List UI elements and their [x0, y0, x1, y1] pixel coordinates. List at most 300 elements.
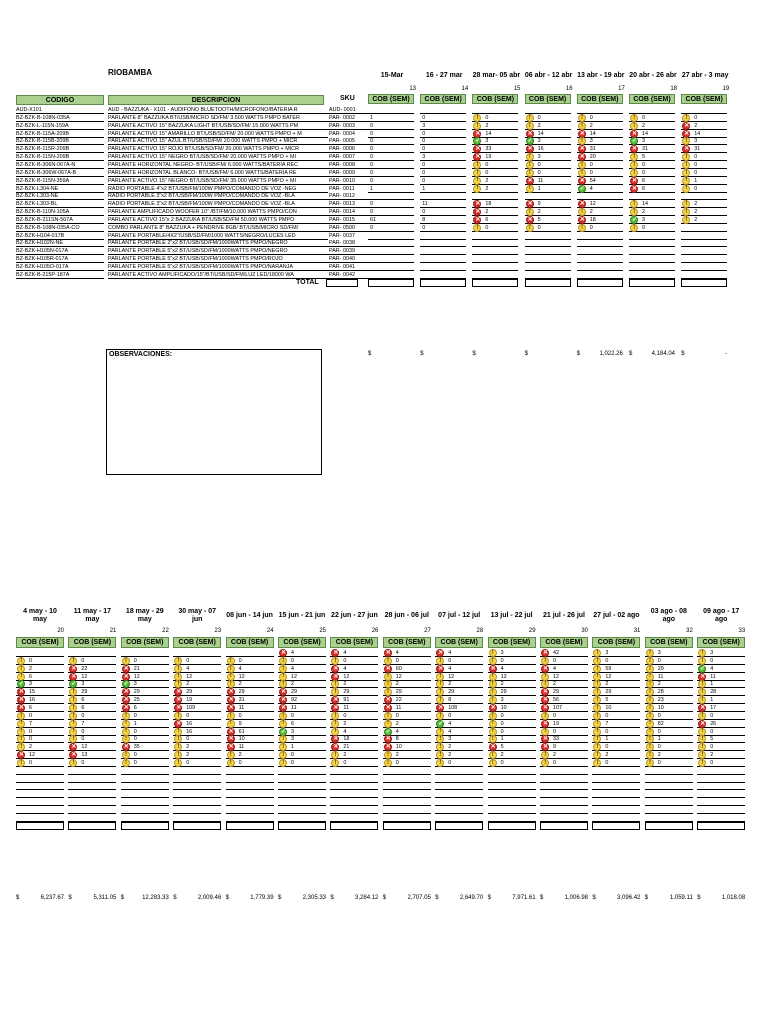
- coverage-cell-empty: [645, 767, 693, 775]
- week-total-amount: 2,009.46: [197, 895, 222, 901]
- green-check-icon: [384, 728, 392, 736]
- coverage-value: 10: [395, 744, 402, 751]
- coverage-cell: [681, 130, 727, 138]
- week-number: 14: [461, 86, 469, 92]
- coverage-cell-empty: [278, 790, 326, 798]
- coverage-cell-empty: [16, 814, 64, 822]
- coverage-cell-empty: [226, 814, 274, 822]
- yellow-warning-icon: [526, 185, 534, 193]
- week-header: 18 may - 29 may: [125, 607, 164, 623]
- week-header: 03 ago - 08 ago: [650, 607, 687, 623]
- coverage-cell: [681, 145, 727, 153]
- red-x-icon: [630, 185, 638, 193]
- product-sku: PAR- 0039: [328, 247, 374, 255]
- coverage-value: 0: [422, 161, 426, 168]
- coverage-cell: [368, 185, 414, 193]
- yellow-warning-icon: [227, 759, 235, 767]
- coverage-cell: [278, 649, 326, 657]
- coverage-cell: [488, 673, 536, 681]
- week-number: 22: [162, 628, 169, 634]
- coverage-cell: [697, 735, 745, 743]
- coverage-value: 12: [500, 673, 507, 680]
- week-total-amount: 2,305.33: [302, 895, 326, 901]
- coverage-value: 12: [29, 752, 35, 759]
- coverage-value: 2: [448, 752, 452, 759]
- coverage-value: 3: [605, 650, 609, 656]
- coverage-cell: [525, 224, 571, 232]
- store-title: RIOBAMBA: [108, 68, 152, 77]
- coverage-cell: [525, 185, 571, 193]
- week-number: 18: [670, 86, 677, 92]
- coverage-cell: [173, 680, 221, 688]
- coverage-cell: [16, 649, 64, 657]
- coverage-cell-empty: [420, 255, 466, 263]
- product-description: PARLANTE PORTABLE 5"x2 BT/USB/SD/FM/1000WATTS PMPO/NARANJA: [108, 263, 340, 271]
- coverage-value: 11: [343, 704, 349, 711]
- coverage-cell: [68, 680, 116, 688]
- coverage-cell: [330, 649, 378, 657]
- coverage-cell: [540, 680, 588, 688]
- coverage-cell-empty: [173, 767, 221, 775]
- week-header: 15-Mar: [380, 71, 404, 79]
- currency-symbol: $: [16, 895, 20, 901]
- coverage-cell: [330, 759, 378, 767]
- coverage-value: 6: [485, 216, 489, 223]
- week-number: 24: [266, 628, 274, 634]
- product-row: [16, 169, 360, 177]
- yellow-warning-icon: [698, 657, 706, 665]
- week-total-box: [592, 822, 640, 830]
- product-description: PARLANTE HORIZONTAL BLANCO- BT/USB/FM/ 6.000 WATTS/BATERIA RE: [108, 169, 340, 177]
- product-sku: PAR- 0011: [328, 185, 374, 193]
- coverage-value: 0: [370, 224, 373, 231]
- coverage-cell: [16, 735, 64, 743]
- coverage-value: 2: [589, 209, 593, 216]
- cob-header: COB (SEM): [16, 637, 64, 648]
- product-row: [16, 130, 360, 138]
- coverage-cell: [577, 169, 623, 177]
- coverage-cell: [121, 759, 169, 767]
- yellow-warning-icon: [578, 169, 586, 177]
- coverage-value: 2: [500, 752, 504, 759]
- coverage-value: 2: [186, 681, 190, 688]
- coverage-cell: [383, 696, 431, 704]
- coverage-cell: [697, 720, 745, 728]
- product-description: PARLANTE PORTABLE/4X2"/USB/SD/FM/1000 WATTS/NEGRO/LUCES LED: [108, 232, 340, 240]
- coverage-cell-empty: [278, 806, 326, 814]
- coverage-value: 29: [238, 689, 245, 696]
- currency-symbol: $: [68, 895, 72, 901]
- week-total-box: [577, 279, 623, 287]
- cob-header: COB (SEM): [592, 637, 640, 648]
- coverage-cell: [330, 688, 378, 696]
- coverage-value: 2: [589, 122, 593, 129]
- coverage-cell: [697, 696, 745, 704]
- coverage-value: 0: [238, 759, 242, 766]
- product-row: [16, 255, 360, 263]
- coverage-cell: [435, 712, 483, 720]
- coverage-value: 0: [537, 161, 541, 168]
- coverage-cell: [525, 153, 571, 161]
- coverage-value: 15: [29, 689, 35, 696]
- coverage-value: 3: [133, 681, 137, 688]
- coverage-value: 0: [370, 161, 373, 168]
- coverage-value: 2: [29, 665, 32, 672]
- product-code: BZ-BZK-H105R-017A: [16, 255, 104, 263]
- coverage-cell: [383, 649, 431, 657]
- red-x-icon: [174, 688, 182, 696]
- cob-header: COB (SEM): [420, 94, 466, 104]
- coverage-cell: [383, 673, 431, 681]
- coverage-value: 5: [500, 744, 504, 751]
- header-codigo: CÓDIGO: [16, 95, 104, 105]
- coverage-cell: [592, 720, 640, 728]
- coverage-cell-empty: [173, 798, 221, 806]
- coverage-value: 0: [642, 224, 645, 231]
- coverage-cell: [488, 743, 536, 751]
- coverage-cell: [525, 208, 571, 216]
- coverage-cell: [121, 688, 169, 696]
- product-row: [16, 232, 360, 240]
- week-total-amount: 1,779.39: [250, 895, 274, 901]
- product-code: BZ-BZK-B-306N-067A-N: [16, 161, 104, 169]
- coverage-value: 4: [343, 650, 347, 656]
- coverage-cell: [488, 688, 536, 696]
- red-x-icon: [578, 177, 586, 185]
- coverage-value: 0: [422, 209, 426, 216]
- coverage-cell-empty: [420, 239, 466, 247]
- coverage-value: 0: [710, 728, 714, 735]
- coverage-value: 0: [448, 759, 452, 766]
- currency-symbol: $: [120, 895, 125, 901]
- product-description: PARLANTE PORTABLE 5"x2 BT/USB/SD/FM/1000WATTS PMPO/NEGRO: [108, 247, 340, 255]
- coverage-cell: [420, 192, 466, 200]
- coverage-cell-empty: [16, 798, 64, 806]
- product-description: PARLANTE ACTIVO 15" BAZZUKA LIGHT BT/USB/SD/FM/ 15.000 WATTS PM: [108, 122, 340, 130]
- cob-header: COB (SEM): [383, 637, 431, 648]
- coverage-cell-empty: [525, 239, 571, 247]
- coverage-cell: [540, 720, 588, 728]
- coverage-cell: [16, 759, 64, 767]
- coverage-value: 33: [485, 146, 492, 153]
- red-x-icon: [541, 688, 549, 696]
- cob-header: COB (SEM): [697, 637, 745, 648]
- week-total-amount: 12,283.33: [142, 895, 169, 901]
- product-sku: PAR- 0004: [328, 130, 374, 138]
- coverage-cell: [368, 161, 414, 169]
- coverage-cell: [68, 751, 116, 759]
- yellow-warning-icon: [489, 696, 497, 704]
- coverage-value: 12: [291, 673, 297, 680]
- coverage-cell: [278, 704, 326, 712]
- coverage-value: 12: [186, 673, 193, 680]
- coverage-cell: [577, 153, 623, 161]
- cob-header: COB (SEM): [278, 637, 326, 648]
- coverage-cell-empty: [488, 767, 536, 775]
- coverage-value: 2: [500, 681, 504, 688]
- coverage-cell: [697, 673, 745, 681]
- coverage-value: 0: [642, 161, 645, 168]
- coverage-value: 0: [370, 177, 373, 184]
- coverage-cell: [226, 649, 274, 657]
- coverage-cell: [645, 688, 693, 696]
- total-box: [326, 279, 358, 287]
- coverage-cell-empty: [592, 782, 640, 790]
- coverage-value: 3: [81, 681, 85, 688]
- product-description: RADIO PORTABLE 4"x2 BT/USB/FM/100W PMPO/COMANDO DE VOZ -NEG: [108, 185, 340, 193]
- currency-symbol: $: [382, 895, 387, 901]
- coverage-cell: [226, 696, 274, 704]
- yellow-warning-icon: [578, 224, 586, 232]
- coverage-cell-empty: [68, 775, 116, 783]
- coverage-cell: [330, 728, 378, 736]
- yellow-warning-icon: [473, 122, 481, 130]
- coverage-value: 0: [186, 736, 190, 743]
- coverage-cell: [420, 161, 466, 169]
- coverage-cell: [173, 696, 221, 704]
- coverage-value: 0: [657, 759, 661, 766]
- currency-symbol: $: [540, 895, 544, 901]
- green-check-icon: [122, 680, 130, 688]
- coverage-cell: [525, 137, 571, 145]
- product-sku: PAR- 0008: [328, 161, 374, 169]
- coverage-value: 11: [291, 704, 297, 711]
- coverage-value: 28: [657, 689, 664, 696]
- coverage-cell: [592, 696, 640, 704]
- coverage-cell: [68, 743, 116, 751]
- coverage-cell-empty: [645, 790, 693, 798]
- week-number: 20: [57, 628, 64, 634]
- coverage-value: 4: [500, 665, 504, 672]
- coverage-value: 12: [81, 673, 88, 680]
- coverage-cell: [525, 216, 571, 224]
- coverage-value: 1: [537, 185, 541, 192]
- coverage-value: 0: [553, 712, 556, 719]
- product-code: BZ-BZK-B-306W-067A-B: [16, 169, 104, 177]
- yellow-warning-icon: [646, 759, 654, 767]
- coverage-value: 2: [395, 720, 399, 727]
- coverage-cell-empty: [173, 814, 221, 822]
- coverage-cell: [472, 192, 518, 200]
- cob-header: COB (SEM): [121, 637, 169, 648]
- coverage-cell: [16, 665, 64, 673]
- coverage-cell: [540, 759, 588, 767]
- coverage-value: 0: [605, 657, 609, 664]
- coverage-cell-empty: [226, 782, 274, 790]
- coverage-cell: [368, 153, 414, 161]
- coverage-value: 0: [553, 728, 556, 735]
- coverage-cell: [68, 673, 116, 681]
- coverage-cell-empty: [368, 255, 414, 263]
- coverage-value: 4: [589, 185, 593, 192]
- yellow-warning-icon: [69, 735, 77, 743]
- product-sku: PAR- 0012: [328, 192, 374, 200]
- coverage-cell-empty: [592, 767, 640, 775]
- week-header: 07 jul - 12 jul: [438, 611, 481, 619]
- cob-header: COB (SEM): [226, 637, 274, 648]
- coverage-cell-empty: [577, 232, 623, 240]
- coverage-value: 2: [694, 216, 698, 223]
- coverage-cell-empty: [697, 775, 745, 783]
- coverage-cell-empty: [368, 263, 414, 271]
- coverage-cell: [226, 673, 274, 681]
- coverage-cell: [420, 145, 466, 153]
- coverage-cell: [68, 735, 116, 743]
- coverage-cell: [368, 177, 414, 185]
- coverage-value: 1: [133, 720, 137, 727]
- coverage-cell: [278, 688, 326, 696]
- coverage-value: 2: [642, 209, 645, 216]
- observations-box: [106, 349, 322, 475]
- red-x-icon: [227, 688, 235, 696]
- coverage-value: 26: [710, 720, 717, 727]
- product-description: PARLANTE ACTIVO 15" ROJO BT/USB/SD/FM/ 20.000 WATTS PMPO + MICR: [108, 145, 340, 153]
- coverage-cell: [645, 743, 693, 751]
- coverage-cell: [540, 696, 588, 704]
- coverage-value: 3: [642, 216, 645, 223]
- coverage-cell: [226, 735, 274, 743]
- coverage-value: 1: [710, 681, 714, 688]
- coverage-cell: [435, 704, 483, 712]
- coverage-cell: [278, 751, 326, 759]
- coverage-value: 3: [537, 138, 541, 145]
- coverage-cell: [368, 114, 414, 122]
- coverage-cell-empty: [368, 239, 414, 247]
- coverage-cell: [68, 657, 116, 665]
- coverage-value: 0: [291, 752, 294, 759]
- coverage-cell-empty: [435, 798, 483, 806]
- coverage-value: 0: [29, 657, 32, 664]
- coverage-cell: [577, 114, 623, 122]
- red-x-icon: [630, 130, 638, 138]
- product-sku: PAR- 0038: [328, 239, 374, 247]
- coverage-cell: [226, 728, 274, 736]
- cob-header: COB (SEM): [368, 94, 414, 104]
- coverage-cell: [68, 688, 116, 696]
- yellow-warning-icon: [331, 657, 339, 665]
- coverage-value: 7: [81, 720, 85, 727]
- week-number: 21: [109, 628, 117, 634]
- coverage-value: 0: [343, 657, 347, 664]
- header-sku: SKU: [340, 95, 355, 102]
- coverage-cell-empty: [121, 790, 169, 798]
- coverage-cell: [629, 185, 675, 193]
- coverage-value: 82: [657, 720, 664, 727]
- coverage-cell: [173, 649, 221, 657]
- week-header: 09 ago - 17 ago: [703, 607, 740, 623]
- coverage-value: 0: [422, 146, 426, 153]
- coverage-value: 0: [589, 224, 593, 231]
- coverage-cell-empty: [383, 798, 431, 806]
- coverage-value: 2: [485, 122, 489, 129]
- week-total-box: [226, 822, 274, 830]
- week-number: 28: [476, 628, 484, 634]
- coverage-cell: [173, 665, 221, 673]
- coverage-cell: [226, 657, 274, 665]
- coverage-cell: [488, 720, 536, 728]
- coverage-value: 0: [186, 712, 190, 719]
- yellow-warning-icon: [17, 743, 25, 751]
- coverage-value: 29: [291, 689, 297, 696]
- product-description: COMBO PARLANTE 8" BAZZUKA + PENDRIVE 8GB/ BT/USB/MICRO SD/FM/: [108, 224, 340, 232]
- yellow-warning-icon: [526, 208, 534, 216]
- coverage-value: 6: [291, 720, 294, 727]
- coverage-cell: [525, 177, 571, 185]
- coverage-value: 0: [370, 122, 373, 129]
- coverage-value: 0: [343, 759, 347, 766]
- coverage-value: 29: [133, 689, 140, 696]
- coverage-cell-empty: [525, 232, 571, 240]
- coverage-cell: [488, 657, 536, 665]
- coverage-cell: [697, 688, 745, 696]
- coverage-value: 31: [642, 146, 648, 153]
- coverage-cell: [540, 712, 588, 720]
- coverage-cell-empty: [330, 798, 378, 806]
- coverage-value: 6: [29, 704, 32, 711]
- coverage-cell-empty: [420, 232, 466, 240]
- green-check-icon: [578, 185, 586, 193]
- coverage-cell-empty: [472, 271, 518, 279]
- coverage-cell-empty: [383, 806, 431, 814]
- coverage-value: 2: [395, 681, 399, 688]
- coverage-cell-empty: [173, 782, 221, 790]
- coverage-cell-empty: [330, 767, 378, 775]
- product-sku: PAR- 0013: [328, 200, 374, 208]
- product-row: [16, 208, 360, 216]
- week-total-box: [540, 822, 588, 830]
- coverage-cell: [488, 735, 536, 743]
- currency-symbol: $: [472, 351, 476, 357]
- coverage-cell: [368, 145, 414, 153]
- coverage-cell-empty: [16, 767, 64, 775]
- coverage-cell-empty: [68, 767, 116, 775]
- red-x-icon: [227, 728, 235, 736]
- coverage-cell: [226, 665, 274, 673]
- coverage-value: 1: [694, 177, 698, 184]
- coverage-value: 4: [448, 665, 452, 672]
- coverage-cell-empty: [16, 790, 64, 798]
- coverage-value: 0: [395, 712, 399, 719]
- coverage-value: 2: [710, 752, 714, 759]
- coverage-cell: [173, 759, 221, 767]
- coverage-value: 12: [81, 744, 88, 751]
- week-total-box: [472, 279, 518, 287]
- week-number: 17: [618, 86, 625, 92]
- red-x-icon: [122, 673, 130, 681]
- coverage-cell: [577, 208, 623, 216]
- coverage-cell: [577, 216, 623, 224]
- coverage-value: 0: [605, 759, 609, 766]
- coverage-cell-empty: [681, 255, 727, 263]
- product-row: [16, 106, 360, 114]
- coverage-value: 4: [291, 650, 294, 656]
- product-code: BZ-BZK-B-215P-187A: [16, 271, 104, 279]
- product-code: BZ-BZK-H104-017B: [16, 232, 104, 240]
- coverage-cell-empty: [681, 232, 727, 240]
- cob-header: COB (SEM): [472, 94, 518, 104]
- yellow-warning-icon: [578, 137, 586, 145]
- coverage-value: 4: [238, 665, 242, 672]
- coverage-value: 21: [343, 744, 350, 751]
- week-header: 21 jul - 26 jul: [542, 611, 585, 619]
- coverage-cell: [540, 688, 588, 696]
- coverage-cell-empty: [383, 814, 431, 822]
- coverage-cell: [681, 114, 727, 122]
- coverage-cell: [121, 649, 169, 657]
- week-total-amount: 3,284.12: [355, 895, 379, 901]
- coverage-cell: [577, 145, 623, 153]
- coverage-cell: [472, 145, 518, 153]
